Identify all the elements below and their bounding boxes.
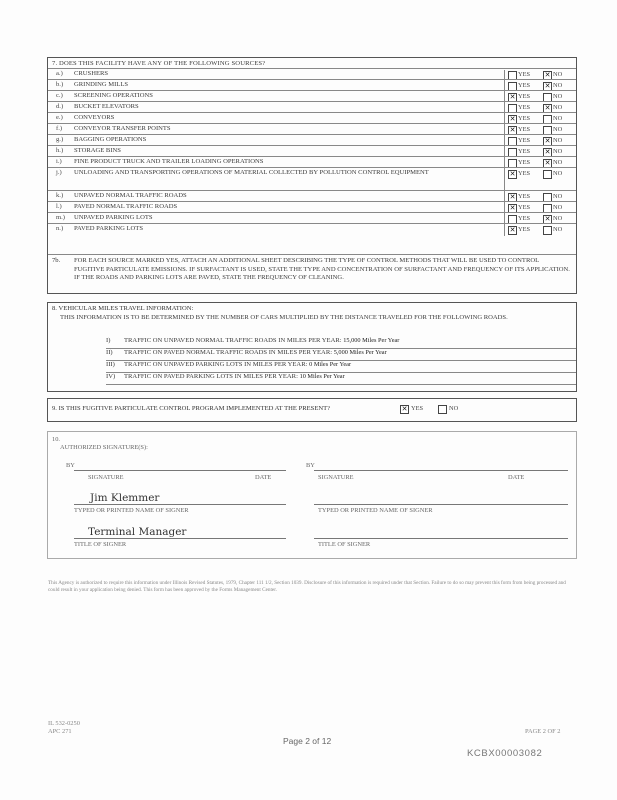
- no-checkbox[interactable]: [543, 226, 552, 235]
- source-label: UNPAVED NORMAL TRAFFIC ROADS: [74, 192, 187, 199]
- yes-label: YES: [518, 71, 531, 78]
- section-8-intro: THIS INFORMATION IS TO BE DETERMINED BY THE NUMBER OF CARS MULTIPLIED BY THE DISTANCE TRAVELED FOR THE FOLLOWING ROADS.: [60, 314, 508, 321]
- traffic-num: IV): [106, 373, 116, 380]
- source-letter: n.): [56, 225, 64, 232]
- no-checkbox[interactable]: ✕: [544, 137, 551, 145]
- form-id: IL 532-0250: [48, 720, 80, 727]
- source-label: PAVED PARKING LOTS: [74, 225, 144, 232]
- by-label-right: BY: [306, 462, 315, 469]
- source-letter: l.): [56, 203, 62, 210]
- source-label: BAGGING OPERATIONS: [74, 136, 147, 143]
- yes-label: YES: [518, 82, 531, 89]
- signature-label-right: SIGNATURE: [318, 474, 354, 481]
- by-label-left: BY: [66, 462, 75, 469]
- no-label: NO: [553, 148, 563, 155]
- yes-label: YES: [518, 93, 531, 100]
- source-label: BUCKET ELEVATORS: [74, 103, 139, 110]
- source-letter: j.): [56, 169, 62, 176]
- no-label: NO: [553, 104, 563, 111]
- section-10-signatures: [47, 431, 577, 559]
- section-9-no-label: NO: [449, 405, 459, 412]
- yes-no-cell: [504, 169, 577, 192]
- traffic-num: III): [106, 361, 115, 368]
- yes-label: YES: [518, 126, 531, 133]
- source-row: [48, 167, 576, 191]
- traffic-label: [124, 361, 351, 368]
- section-10-num: 10.: [52, 436, 60, 443]
- note-text: FOR EACH SOURCE MARKED YES, ATTACH AN ADDITIONAL SHEET DESCRIBING THE TYPE OF CONTROL METHODS THAT WILL BE USED TO CONTROL FUGITIVE PARTICULATE EMISSIONS. IF SURFACTANT IS USED, STATE THE TYPE AND CONCENTRATION OF SURFACTANT AND FREQUENCY OF ITS APPLICATION. IF THE ROADS AND PARKING LOTS ARE PAVED, STATE THE FREQUENCY OF CLEANING.: [74, 257, 570, 282]
- traffic-value[interactable]: 10 Miles Per Year: [299, 373, 345, 380]
- signature-line-right[interactable]: [314, 470, 568, 471]
- yes-checkbox[interactable]: ✕: [509, 204, 516, 212]
- section-7b-note: [48, 254, 576, 282]
- date-label-right: DATE: [508, 474, 525, 481]
- yes-label: YES: [518, 159, 531, 166]
- section-10-title: AUTHORIZED SIGNATURE(S):: [60, 444, 148, 451]
- yes-label: YES: [518, 215, 531, 222]
- traffic-label: [124, 337, 399, 344]
- section-9-program: [47, 398, 577, 422]
- yes-checkbox[interactable]: ✕: [509, 115, 516, 123]
- source-label: GRINDING MILLS: [74, 81, 129, 88]
- source-letter: a.): [56, 70, 63, 77]
- signer-title-handwritten: Terminal Manager: [88, 526, 187, 538]
- no-label: NO: [553, 226, 563, 233]
- name-label-right: TYPED OR PRINTED NAME OF SIGNER: [318, 507, 433, 514]
- section-7-sources: [47, 57, 577, 294]
- source-letter: h.): [56, 147, 64, 154]
- no-label: NO: [553, 159, 563, 166]
- page-number: Page 2 of 12: [283, 736, 332, 746]
- yes-label: YES: [518, 170, 531, 177]
- no-checkbox[interactable]: ✕: [544, 215, 551, 223]
- source-letter: k.): [56, 192, 64, 199]
- traffic-label: [124, 373, 345, 380]
- section-8-vehicle-miles: [47, 302, 577, 392]
- source-row: [48, 223, 576, 235]
- no-checkbox[interactable]: ✕: [544, 148, 551, 156]
- bates-number: KCBX00003082: [467, 748, 543, 759]
- no-checkbox[interactable]: [543, 170, 552, 179]
- yes-checkbox[interactable]: ✕: [509, 126, 516, 134]
- source-letter: f.): [56, 125, 63, 132]
- yes-checkbox[interactable]: ✕: [509, 226, 516, 234]
- source-label: CRUSHERS: [74, 70, 109, 77]
- source-label: UNPAVED PARKING LOTS: [74, 214, 153, 221]
- signer-name-handwritten: Jim Klemmer: [90, 492, 160, 504]
- traffic-label: [124, 349, 387, 356]
- name-line-left[interactable]: [74, 504, 286, 505]
- section-9-question: 9. IS THIS FUGITIVE PARTICULATE CONTROL PROGRAM IMPLEMENTED AT THE PRESENT?: [52, 405, 331, 412]
- section-9-yes-checkbox[interactable]: ✕: [401, 405, 408, 413]
- no-label: NO: [553, 204, 563, 211]
- section-7-header: 7. DOES THIS FACILITY HAVE ANY OF THE FOLLOWING SOURCES?: [52, 60, 266, 67]
- no-checkbox[interactable]: ✕: [544, 159, 551, 167]
- source-letter: b.): [56, 81, 64, 88]
- title-line-right[interactable]: [314, 538, 568, 539]
- no-label: NO: [553, 137, 563, 144]
- section-9-yes-label: YES: [411, 405, 424, 412]
- yes-checkbox[interactable]: ✕: [509, 170, 516, 178]
- form-rev: APC 271: [48, 728, 72, 735]
- source-label: STORAGE BINS: [74, 147, 121, 154]
- yes-checkbox[interactable]: ✕: [509, 193, 516, 201]
- no-label: NO: [553, 126, 563, 133]
- traffic-num: I): [106, 337, 111, 344]
- yes-no-cell: [504, 225, 577, 236]
- source-letter: i.): [56, 158, 62, 165]
- traffic-question: TRAFFIC ON PAVED PARKING LOTS IN MILES PER YEAR:: [124, 373, 298, 380]
- traffic-num: II): [106, 349, 113, 356]
- yes-label: YES: [518, 193, 531, 200]
- no-label: NO: [553, 93, 563, 100]
- no-checkbox[interactable]: ✕: [544, 104, 551, 112]
- source-letter: m.): [56, 214, 65, 221]
- source-letter: d.): [56, 103, 64, 110]
- source-label: FINE PRODUCT TRUCK AND TRAILER LOADING OPERATIONS: [74, 158, 264, 165]
- no-label: NO: [553, 115, 563, 122]
- disclaimer-text: This Agency is authorized to require this information under Illinois Revised Statutes, 1979, Chapter 111 1/2, Section 1039. Disclosure of this information is required under that Section. Failure to do so may prevent this form from being processed and could result in your application being denied. This form has been approved by the Forms Management Center.: [48, 580, 566, 594]
- traffic-value[interactable]: 0 Miles Per Year: [309, 361, 352, 368]
- name-line-right[interactable]: [314, 504, 568, 505]
- source-label: UNLOADING AND TRANSPORTING OPERATIONS OF MATERIAL COLLECTED BY POLLUTION CONTROL EQUIPMENT: [74, 169, 429, 176]
- source-letter: e.): [56, 114, 63, 121]
- traffic-question: TRAFFIC ON PAVED NORMAL TRAFFIC ROADS IN MILES PER YEAR:: [124, 349, 333, 356]
- section-8-header: 8. VEHICULAR MILES TRAVEL INFORMATION:: [52, 305, 194, 312]
- traffic-row: [106, 337, 576, 349]
- source-letter: c.): [56, 92, 63, 99]
- traffic-value[interactable]: 5,000 Miles Per Year: [333, 349, 387, 356]
- traffic-row: [106, 349, 576, 361]
- yes-label: YES: [518, 137, 531, 144]
- source-label: CONVEYORS: [74, 114, 115, 121]
- source-label: CONVEYOR TRANSFER POINTS: [74, 125, 171, 132]
- yes-label: YES: [518, 115, 531, 122]
- signature-label-left: SIGNATURE: [88, 474, 124, 481]
- traffic-row: [106, 373, 576, 385]
- date-label-left: DATE: [255, 474, 272, 481]
- source-label: SCREENING OPERATIONS: [74, 92, 153, 99]
- no-label: NO: [553, 170, 563, 177]
- section-9-no-checkbox[interactable]: [438, 405, 447, 414]
- yes-label: YES: [518, 204, 531, 211]
- source-label: PAVED NORMAL TRAFFIC ROADS: [74, 203, 178, 210]
- note-label: 7b.: [52, 257, 61, 264]
- no-label: NO: [553, 193, 563, 200]
- no-label: NO: [553, 215, 563, 222]
- title-label-right: TITLE OF SIGNER: [318, 541, 371, 548]
- no-checkbox[interactable]: ✕: [544, 71, 551, 79]
- title-label-left: TITLE OF SIGNER: [74, 541, 127, 548]
- name-label-left: TYPED OR PRINTED NAME OF SIGNER: [74, 507, 189, 514]
- yes-label: YES: [518, 104, 531, 111]
- no-checkbox[interactable]: ✕: [544, 82, 551, 90]
- no-label: NO: [553, 71, 563, 78]
- signature-line-left[interactable]: [74, 470, 286, 471]
- traffic-question: TRAFFIC ON UNPAVED NORMAL TRAFFIC ROADS IN MILES PER YEAR:: [124, 337, 342, 344]
- traffic-row: [106, 361, 576, 373]
- title-line-left[interactable]: [74, 538, 286, 539]
- no-label: NO: [553, 82, 563, 89]
- traffic-question: TRAFFIC ON UNPAVED PARKING LOTS IN MILES PER YEAR:: [124, 361, 308, 368]
- form-page: PAGE 2 OF 2: [525, 728, 561, 735]
- yes-label: YES: [518, 226, 531, 233]
- source-letter: g.): [56, 136, 64, 143]
- traffic-value[interactable]: 15,000 Miles Per Year: [343, 337, 400, 344]
- yes-label: YES: [518, 148, 531, 155]
- yes-checkbox[interactable]: ✕: [509, 93, 516, 101]
